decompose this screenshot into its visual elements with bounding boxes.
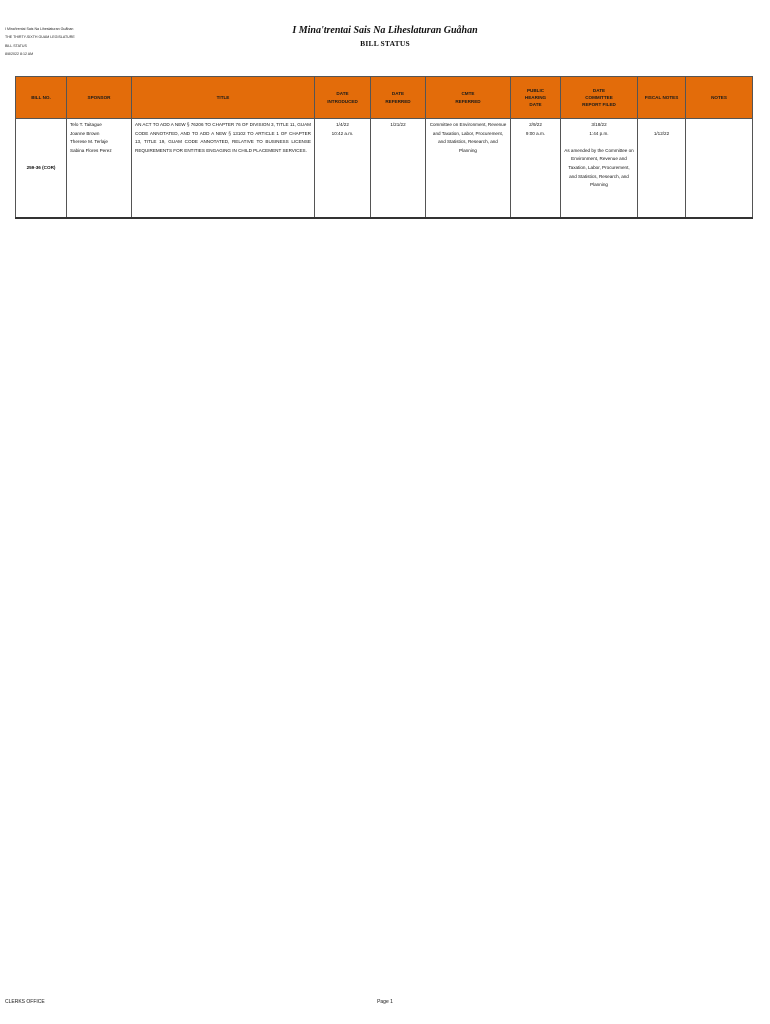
corner-line: BILL STATUS — [5, 43, 27, 48]
col-header-notes: NOTES — [686, 77, 753, 119]
sponsor-cell — [67, 119, 132, 219]
bill-number: 259-36 (COR) — [16, 119, 67, 219]
table-row — [16, 119, 753, 219]
bill-status-table — [15, 76, 753, 219]
col-header-title: TITLE — [132, 77, 315, 119]
col-header-date-introduced: DATE INTRODUCED — [315, 77, 371, 119]
time-introduced: 10:42 a.m. — [331, 130, 354, 136]
sponsor-name: Sabina Flores Perez — [70, 147, 112, 153]
col-header-cmte-referred: CMTE REFERRED — [426, 77, 511, 119]
hearing-time: 9:00 a.m. — [525, 130, 546, 136]
page-title-block — [0, 24, 770, 49]
page-subtitle: BILL STATUS — [360, 39, 410, 48]
committee-referred: Committee on Environment, Revenue and Taxation, Labor, Procurement, and Statistics, Research, and Planning — [426, 119, 511, 219]
footer-page-number: Page 1 — [377, 999, 393, 1005]
report-filed-cell — [561, 119, 638, 219]
date-introduced: 1/4/22 — [336, 122, 349, 127]
report-note: As amended by the Committee on Environment, Revenue and Taxation, Labor, Procurement, and Statistics, Research, and Planning — [564, 147, 634, 188]
corner-line: 8/8/2022 8:12 AM — [5, 52, 34, 57]
bill-title: AN ACT TO ADD A NEW § 76206 TO CHAPTER 76 OF DIVISION 3, TITLE 11, GUAM CODE ANNOTATED, AND TO ADD A NEW § 13102 TO ARTICLE 1 OF CHAPTER 13, TITLE 19, GUAM CODE ANNOTATED, RELATIVE TO BUSINESS LICENSE REQUIREMENTS FOR ENTITIES ENGAGING IN CHILD PLACEMENT SERVICES. — [132, 119, 315, 219]
header-row — [16, 77, 753, 119]
sponsor-name: Joanne Brown — [70, 130, 100, 136]
col-header-date-referred: DATE REFERRED — [371, 77, 426, 119]
public-hearing-cell — [511, 119, 561, 219]
hearing-date: 2/9/22 — [529, 122, 542, 127]
col-header-report-filed: DATE COMMITTEE REPORT FILED — [561, 77, 638, 119]
date-referred: 1/21/22 — [371, 119, 426, 219]
fiscal-note-date: 1/12/22 — [653, 130, 670, 136]
sponsor-name: Telo T. Taitague — [70, 122, 102, 127]
col-header-public-hearing: PUBLIC HEARING DATE — [511, 77, 561, 119]
corner-line: THE THIRTY-SIXTH GUAM LEGISLATURE — [5, 35, 75, 40]
footer-clerks-office: CLERKS OFFICE — [5, 999, 45, 1005]
page-title: I Mina'trentai Sais Na Liheslaturan Guåhan — [292, 25, 478, 36]
sponsor-name: Therese M. Terlaje — [70, 139, 108, 145]
col-header-sponsor: SPONSOR — [67, 77, 132, 119]
report-date: 3/18/22 — [591, 122, 607, 127]
date-introduced-cell — [315, 119, 371, 219]
col-header-bill-no: BILL NO. — [16, 77, 67, 119]
fiscal-notes — [638, 119, 686, 219]
notes — [686, 119, 753, 219]
corner-line: I Mina'trentai Sais Na Liheslaturan Guåhan — [5, 27, 74, 31]
report-time: 1:44 p.m. — [589, 130, 609, 136]
col-header-fiscal-notes: FISCAL NOTES — [638, 77, 686, 119]
